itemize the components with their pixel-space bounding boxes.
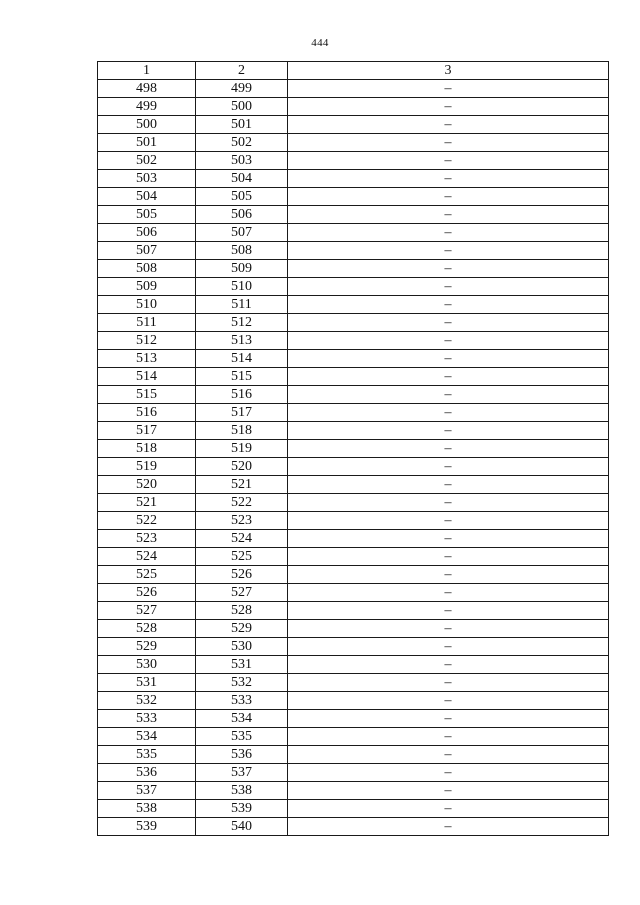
table-cell-col-3: – [288,134,609,152]
table-cell-col-2: 515 [196,368,288,386]
table-cell-col-1: 510 [98,296,196,314]
table-row [98,368,609,386]
table-cell-col-3: – [288,494,609,512]
table-cell-col-1: 522 [98,512,196,530]
table-cell-col-2: 522 [196,494,288,512]
table-cell-col-3: – [288,458,609,476]
table-cell-col-1: 526 [98,584,196,602]
table-row [98,278,609,296]
table-cell-col-2: 539 [196,800,288,818]
table-cell-col-2: 510 [196,278,288,296]
table-cell-col-1: 502 [98,152,196,170]
table-cell-col-1: 499 [98,98,196,116]
table-cell-col-1: 518 [98,440,196,458]
table-row [98,710,609,728]
table-cell-col-3: – [288,548,609,566]
table-cell-col-1: 500 [98,116,196,134]
table-cell-col-2: 534 [196,710,288,728]
table-cell-col-2: 530 [196,638,288,656]
table-cell-col-2: 540 [196,818,288,836]
table-cell-col-2: 536 [196,746,288,764]
table-cell-col-1: 506 [98,224,196,242]
table-cell-col-1: 529 [98,638,196,656]
table-cell-col-3: – [288,116,609,134]
table-row [98,116,609,134]
table-row [98,512,609,530]
table-cell-col-3: – [288,620,609,638]
table-row [98,98,609,116]
table-cell-col-2: 508 [196,242,288,260]
table-row [98,134,609,152]
table-cell-col-1: 539 [98,818,196,836]
table-cell-col-1: 536 [98,764,196,782]
table-cell-col-3: – [288,566,609,584]
table-cell-col-1: 511 [98,314,196,332]
table-cell-col-3: – [288,800,609,818]
table-cell-col-3: – [288,764,609,782]
table-cell-col-3: – [288,530,609,548]
table-cell-col-3: – [288,692,609,710]
table-cell-col-1: 538 [98,800,196,818]
table-cell-col-2: 524 [196,530,288,548]
table-row [98,782,609,800]
table-cell-col-3: – [288,80,609,98]
table-cell-col-2: 532 [196,674,288,692]
table-row [98,764,609,782]
table-row [98,332,609,350]
table-cell-col-3: – [288,98,609,116]
table-row [98,746,609,764]
table-row [98,584,609,602]
table-cell-col-3: – [288,170,609,188]
table-cell-col-2: 535 [196,728,288,746]
table-cell-col-1: 520 [98,476,196,494]
table-cell-col-1: 512 [98,332,196,350]
table-cell-col-2: 505 [196,188,288,206]
table-cell-col-3: – [288,332,609,350]
table-row [98,188,609,206]
table-cell-col-3: – [288,512,609,530]
table-cell-col-2: 500 [196,98,288,116]
table-cell-col-1: 531 [98,674,196,692]
table-cell-col-2: 529 [196,620,288,638]
table-cell-col-1: 519 [98,458,196,476]
table-cell-col-1: 504 [98,188,196,206]
table-cell-col-3: – [288,368,609,386]
table-row [98,566,609,584]
table-row [98,728,609,746]
table-cell-col-3: – [288,260,609,278]
table-cell-col-2: 521 [196,476,288,494]
table-cell-col-2: 537 [196,764,288,782]
table-cell-col-2: 501 [196,116,288,134]
table-cell-col-3: – [288,278,609,296]
table-row [98,80,609,98]
table-cell-col-3: – [288,188,609,206]
table-cell-col-1: 523 [98,530,196,548]
table-row [98,260,609,278]
table-cell-col-2: 503 [196,152,288,170]
table-cell-col-2: 526 [196,566,288,584]
table-cell-col-3: – [288,296,609,314]
table-cell-col-3: – [288,674,609,692]
table-cell-col-1: 528 [98,620,196,638]
table-row [98,224,609,242]
table-cell-col-2: 533 [196,692,288,710]
table-cell-col-3: – [288,314,609,332]
table-cell-col-2: 525 [196,548,288,566]
table-cell-col-2: 514 [196,350,288,368]
page-number: 444 [311,37,329,49]
table-row [98,800,609,818]
table-row [98,242,609,260]
table-cell-col-1: 515 [98,386,196,404]
table-row [98,386,609,404]
table-cell-col-2: 502 [196,134,288,152]
table-cell-col-3: – [288,746,609,764]
table-cell-col-1: 513 [98,350,196,368]
table-cell-col-3: – [288,818,609,836]
table-cell-col-1: 516 [98,404,196,422]
table-cell-col-1: 505 [98,206,196,224]
table-row [98,440,609,458]
table-cell-col-3: – [288,242,609,260]
table-cell-col-2: 517 [196,404,288,422]
table-cell-col-3: – [288,422,609,440]
table-cell-col-3: – [288,710,609,728]
table-cell-col-2: 531 [196,656,288,674]
table-cell-col-3: – [288,602,609,620]
table-row [98,296,609,314]
table-cell-col-1: 509 [98,278,196,296]
table-cell-col-1: 517 [98,422,196,440]
table-row [98,620,609,638]
table-row [98,530,609,548]
table-cell-col-3: – [288,476,609,494]
table-cell-col-3: – [288,224,609,242]
table-cell-col-2: 504 [196,170,288,188]
table-cell-col-2: 512 [196,314,288,332]
column-header-2: 2 [196,62,288,80]
table-cell-col-1: 508 [98,260,196,278]
table-row [98,602,609,620]
table-cell-col-3: – [288,152,609,170]
table-cell-col-3: – [288,350,609,368]
table-cell-col-2: 518 [196,422,288,440]
table-cell-col-2: 513 [196,332,288,350]
table-cell-col-1: 524 [98,548,196,566]
table-cell-col-3: – [288,656,609,674]
table-row [98,818,609,836]
table-cell-col-2: 511 [196,296,288,314]
table-row [98,692,609,710]
column-header-1: 1 [98,62,196,80]
table-cell-col-3: – [288,728,609,746]
table-cell-col-2: 528 [196,602,288,620]
table-cell-col-2: 527 [196,584,288,602]
table-cell-col-1: 507 [98,242,196,260]
table-cell-col-1: 535 [98,746,196,764]
table-cell-col-1: 521 [98,494,196,512]
table-row [98,206,609,224]
table-cell-col-1: 530 [98,656,196,674]
table-cell-col-2: 507 [196,224,288,242]
table-row [98,494,609,512]
table-cell-col-1: 534 [98,728,196,746]
table-cell-col-2: 509 [196,260,288,278]
table-cell-col-2: 516 [196,386,288,404]
table-row [98,422,609,440]
table-row [98,476,609,494]
table-cell-col-3: – [288,386,609,404]
table-row [98,314,609,332]
table-body [98,80,609,836]
table-cell-col-3: – [288,584,609,602]
table-cell-col-3: – [288,440,609,458]
table-cell-col-1: 501 [98,134,196,152]
table-row [98,404,609,422]
table-cell-col-2: 523 [196,512,288,530]
table-row [98,674,609,692]
table-row [98,350,609,368]
table-cell-col-2: 499 [196,80,288,98]
table-cell-col-3: – [288,782,609,800]
table-header-row [98,62,609,80]
table-row [98,458,609,476]
column-header-3: 3 [288,62,609,80]
table-cell-col-1: 514 [98,368,196,386]
table-cell-col-2: 506 [196,206,288,224]
table-row [98,170,609,188]
table-cell-col-2: 538 [196,782,288,800]
table-cell-col-1: 537 [98,782,196,800]
table-row [98,548,609,566]
table-cell-col-1: 533 [98,710,196,728]
table-row [98,656,609,674]
table-cell-col-3: – [288,206,609,224]
table-cell-col-1: 532 [98,692,196,710]
table-cell-col-1: 498 [98,80,196,98]
data-table [97,61,609,836]
table-cell-col-1: 525 [98,566,196,584]
table-cell-col-3: – [288,638,609,656]
table-cell-col-1: 503 [98,170,196,188]
table-cell-col-2: 520 [196,458,288,476]
table-row [98,152,609,170]
table-cell-col-2: 519 [196,440,288,458]
table-row [98,638,609,656]
table-cell-col-1: 527 [98,602,196,620]
table-cell-col-3: – [288,404,609,422]
